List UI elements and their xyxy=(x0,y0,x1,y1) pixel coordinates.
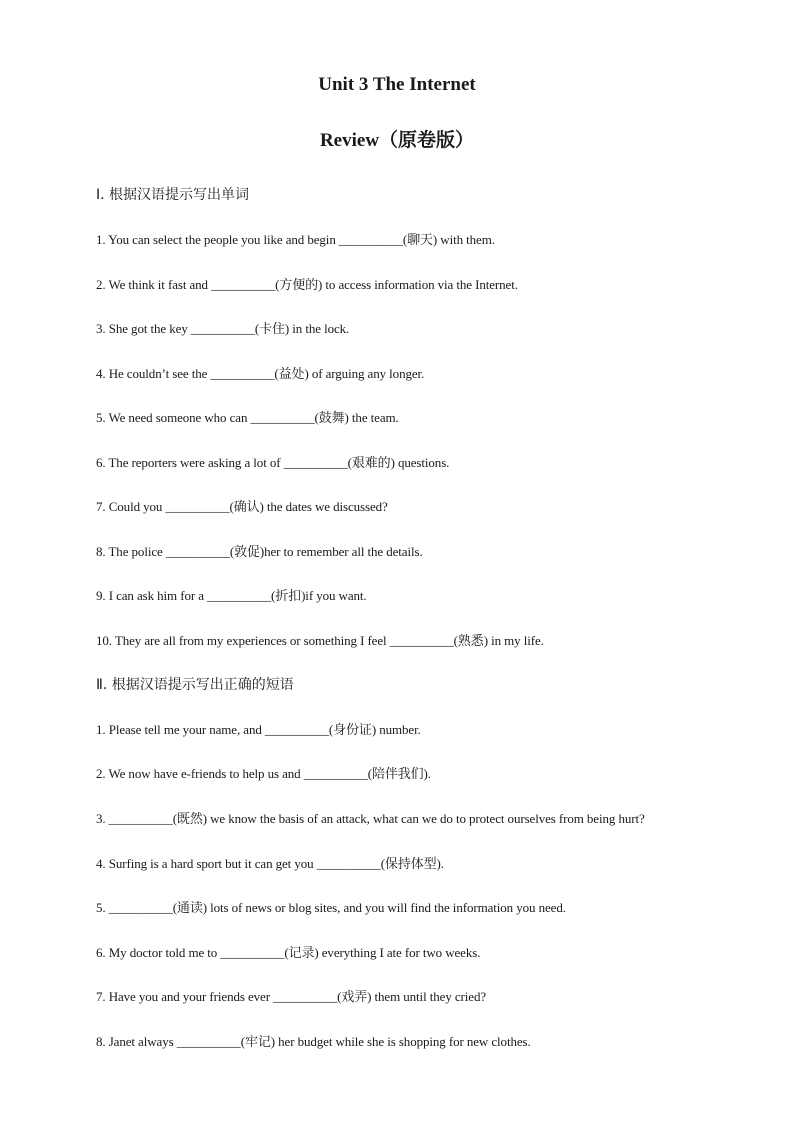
section-1-question-9: 9. I can ask him for a __________(折扣)if you want. xyxy=(96,588,367,603)
section-2-question-6: 6. My doctor told me to __________(记录) everything I ate for two weeks. xyxy=(96,945,481,960)
section-1-question-8: 8. The police __________(敦促)her to remember all the details. xyxy=(96,544,423,559)
section-2-question-7: 7. Have you and your friends ever __________(戏弄) them until they cried? xyxy=(96,989,487,1004)
section-2-heading: Ⅱ. 根据汉语提示写出正确的短语 xyxy=(96,677,294,693)
section-1-question-6: 6. The reporters were asking a lot of __________(艰难的) questions. xyxy=(96,455,450,470)
section-1-question-7: 7. Could you __________(确认) the dates we discussed? xyxy=(96,499,388,514)
section-2-question-1: 1. Please tell me your name, and __________(身份证) number. xyxy=(96,722,421,737)
section-1-question-5: 5. We need someone who can __________(鼓舞) the team. xyxy=(96,410,399,425)
document-subtitle: Review（原卷版） xyxy=(319,130,475,151)
section-2-question-4: 4. Surfing is a hard sport but it can get you __________(保持体型). xyxy=(96,856,444,871)
section-2-question-5: 5. __________(通读) lots of news or blog sites, and you will find the information you need. xyxy=(96,900,566,915)
section-1-question-3: 3. She got the key __________(卡住) in the lock. xyxy=(96,321,350,336)
section-1-heading: Ⅰ. 根据汉语提示写出单词 xyxy=(96,187,250,203)
document-title: Unit 3 The Internet xyxy=(318,74,476,95)
section-1-question-2: 2. We think it fast and __________(方便的) to access information via the Internet. xyxy=(96,277,518,292)
section-2-question-3: 3. __________(既然) we know the basis of an attack, what can we do to protect ourselves from being hurt? xyxy=(96,811,645,826)
section-1-question-1: 1. You can select the people you like and begin __________(聊天) with them. xyxy=(96,232,495,247)
section-2-question-8: 8. Janet always __________(牢记) her budget while she is shopping for new clothes. xyxy=(96,1034,531,1049)
section-2-question-2: 2. We now have e-friends to help us and __________(陪伴我们). xyxy=(96,766,431,781)
section-1-question-10: 10. They are all from my experiences or something I feel __________(熟悉) in my life. xyxy=(96,633,544,648)
section-1-question-4: 4. He couldn’t see the __________(益处) of arguing any longer. xyxy=(96,366,425,381)
